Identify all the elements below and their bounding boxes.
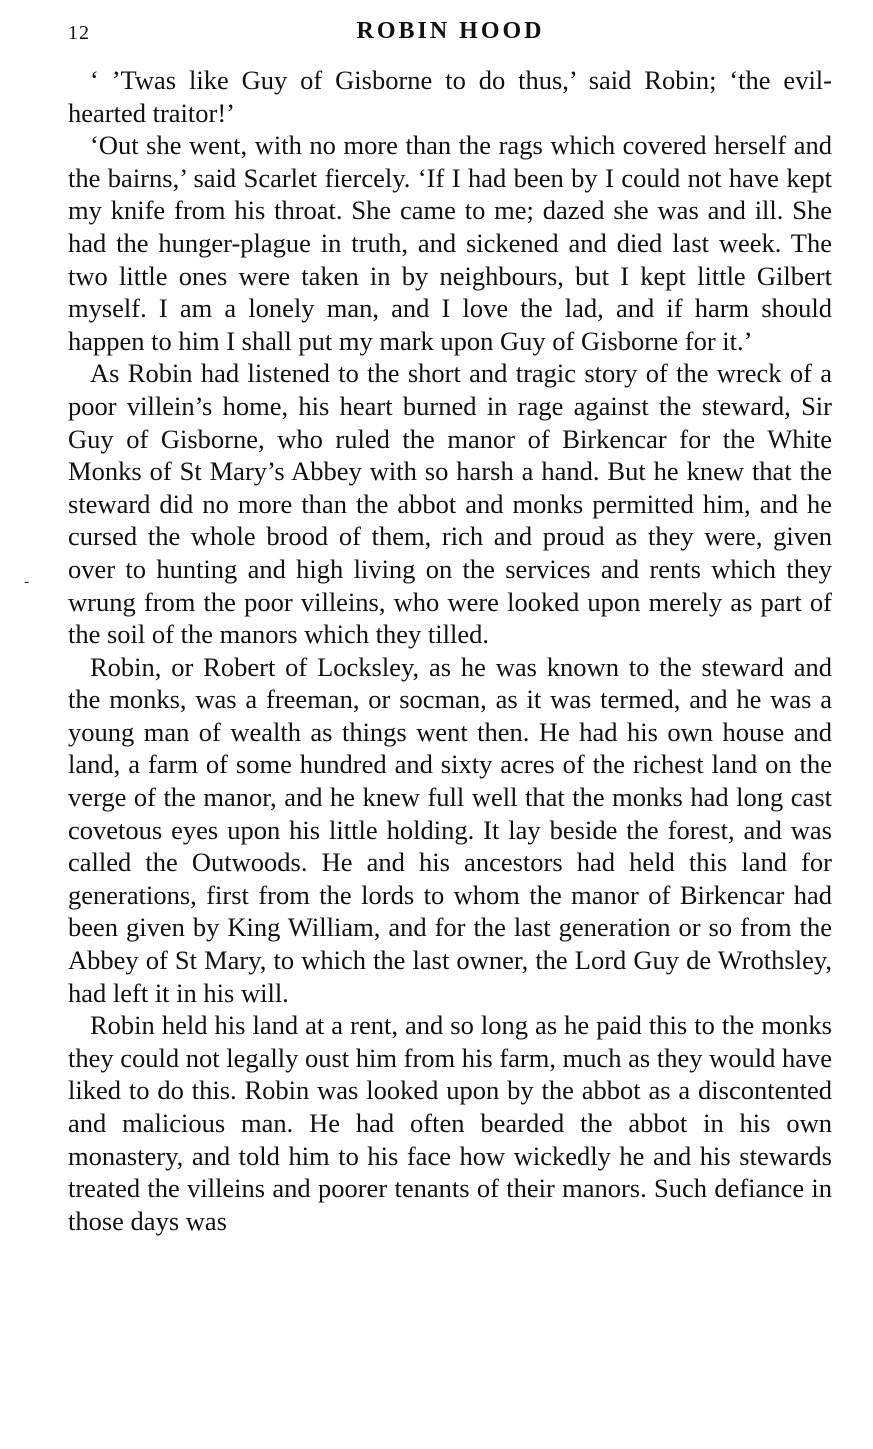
body-text: [68, 64, 832, 1237]
paragraph: Robin, or Robert of Locksley, as he was known to the steward and the monks, was a freeman, or socman, as it was termed, and he was a young man of wealth as things went then. He had his own house and land, a farm of some hundred and sixty acres of the richest land on the verge of the manor, and he knew full well that the monks had long cast covetous eyes upon his little holding. It lay beside the forest, and was called the Outwoods. He and his ancestors had held this land for generations, first from the lords to whom the manor of Birkencar had been given by King William, and for the last generation or so from the Abbey of St Mary, to which the last owner, the Lord Guy de Wrothsley, had left it in his will.: [68, 651, 832, 1008]
margin-mark: -: [24, 573, 30, 590]
running-title: ROBIN HOOD: [356, 18, 545, 44]
paragraph: As Robin had listened to the short and tragic story of the wreck of a poor villein’s home, his heart burned in rage against the steward, Sir Guy of Gisborne, who ruled the manor of Birkencar for the White Monks of St Mary’s Abbey with so harsh a hand. But he knew that the steward did no more than the abbot and monks permitted him, and he cursed the whole brood of them, rich and proud as they were, given over to hunting and high living on the services and rents which they wrung from the poor villeins, who were looked upon merely as part of the soil of the manors which they tilled.: [68, 358, 832, 650]
paragraph: ‘Out she went, with no more than the rags which covered herself and the bairns,’ said Scarlet fiercely. ‘If I had been by I could not have kept my knife from his throat. She came to me; dazed she was and ill. She had the hunger-plague in truth, and sickened and died last week. The two little ones were taken in by neighbours, but I kept little Gilbert myself. I am a lonely man, and I love the lad, and if harm should happen to him I shall put my mark upon Guy of Gisborne for it.’: [68, 130, 832, 356]
paragraph: ‘ ’Twas like Guy of Gisborne to do thus,’ said Robin; ‘the evil-hearted traitor!’: [68, 65, 832, 128]
paragraph: Robin held his land at a rent, and so long as he paid this to the monks they could not legally oust him from his farm, much as they would have liked to do this. Robin was looked upon by the abbot as a discontented and malicious man. He had often bearded the abbot in his own monastery, and told him to his face how wickedly he and his stewards treated the villeins and poorer tenants of their manors. Such defiance in those days was: [68, 1010, 832, 1236]
page-number: 12: [68, 22, 90, 44]
page-header: [68, 18, 833, 50]
